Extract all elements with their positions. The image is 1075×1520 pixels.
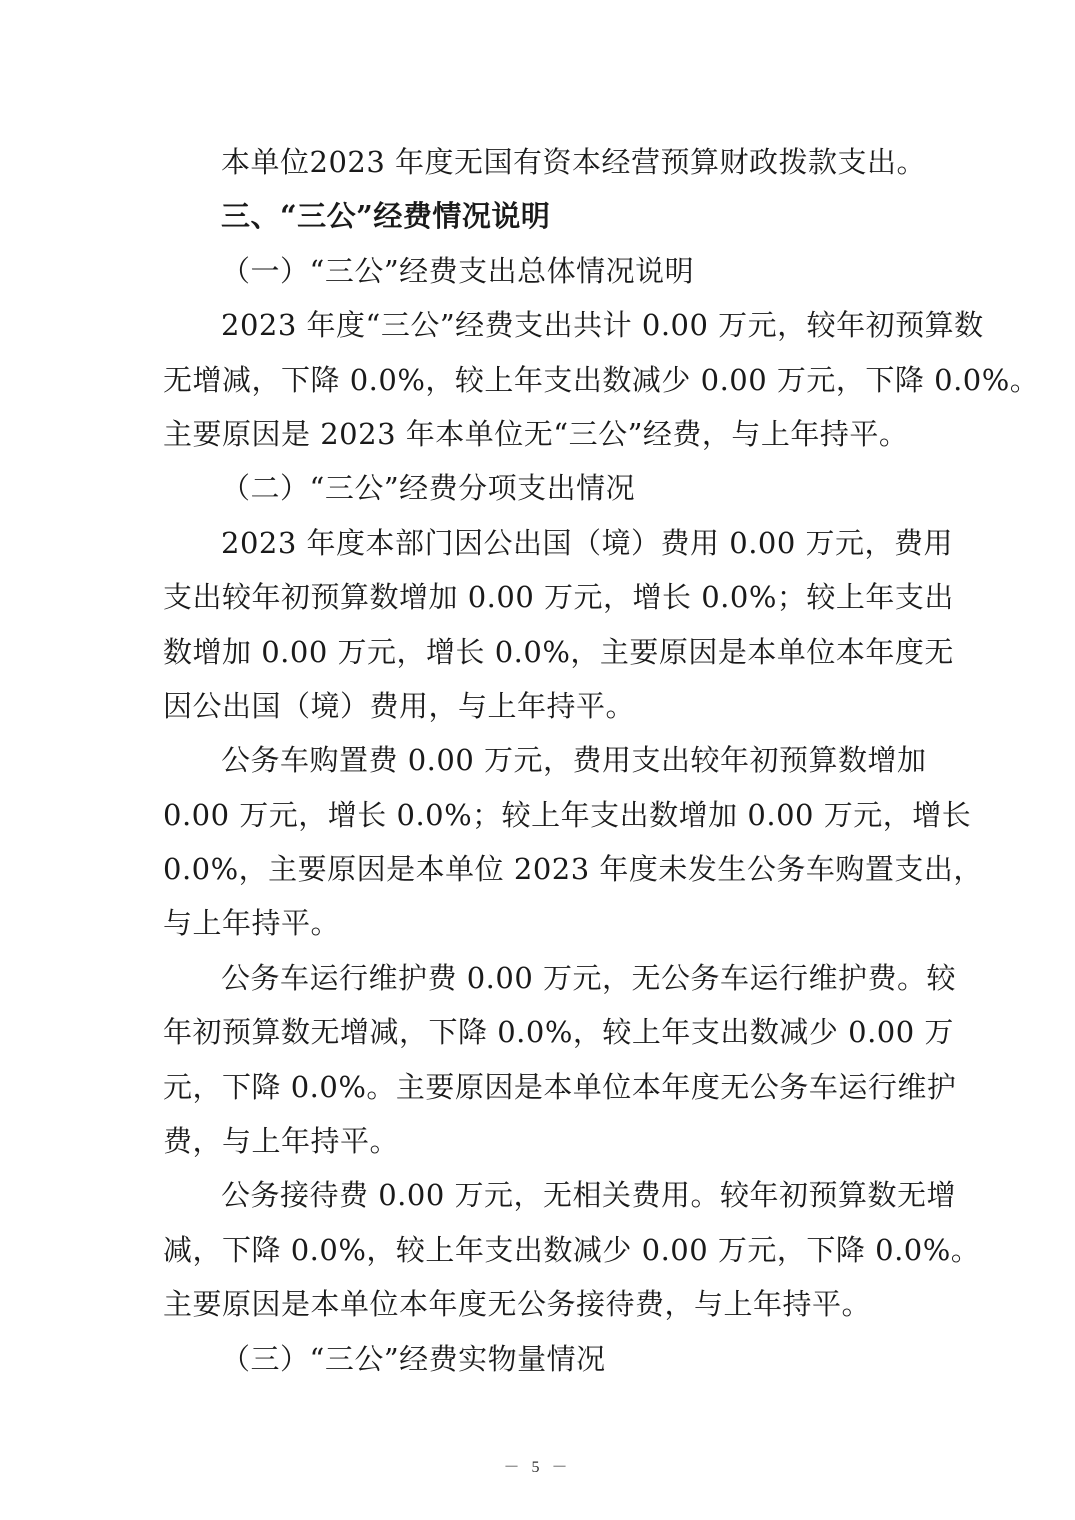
paragraph-line: 数增加 0.00 万元，增长 0.0%，主要原因是本单位本年度无 bbox=[163, 634, 954, 669]
paragraph-line: 公务车购置费 0.00 万元，费用支出较年初预算数增加 bbox=[221, 743, 927, 778]
paragraph-line: 减，下降 0.0%，较上年支出数减少 0.00 万元，下降 0.0%。 bbox=[163, 1232, 981, 1267]
paragraph-line: 主要原因是本单位本年度无公务接待费，与上年持平。 bbox=[163, 1287, 872, 1322]
section-heading: 三、“三公”经费情况说明 bbox=[221, 199, 551, 234]
paragraph-line: 2023 年度“三公”经费支出共计 0.00 万元，较年初预算数 bbox=[221, 308, 984, 343]
document-body bbox=[163, 135, 1040, 1386]
paragraph-line: 2023 年度本部门因公出国（境）费用 0.00 万元，费用 bbox=[221, 525, 954, 560]
paragraph-line: 0.00 万元，增长 0.0%；较上年支出数增加 0.00 万元，增长 bbox=[163, 797, 972, 832]
paragraph-line: 与上年持平。 bbox=[163, 906, 341, 941]
subsection-heading: （一）“三公”经费支出总体情况说明 bbox=[221, 253, 695, 288]
paragraph-line: 公务车运行维护费 0.00 万元，无公务车运行维护费。较 bbox=[221, 960, 957, 995]
paragraph-line: 0.0%，主要原因是本单位 2023 年度未发生公务车购置支出， bbox=[163, 852, 983, 887]
paragraph-line: 因公出国（境）费用，与上年持平。 bbox=[163, 688, 636, 723]
paragraph-line: 年初预算数无增减，下降 0.0%，较上年支出数减少 0.00 万 bbox=[163, 1015, 954, 1050]
paragraph-line: 本单位2023 年度无国有资本经营预算财政拨款支出。 bbox=[221, 145, 927, 179]
paragraph-line: 元，下降 0.0%。主要原因是本单位本年度无公务车运行维护 bbox=[163, 1069, 957, 1104]
subsection-heading: （二）“三公”经费分项支出情况 bbox=[221, 471, 636, 506]
subsection-heading: （三）“三公”经费实物量情况 bbox=[221, 1341, 606, 1376]
paragraph-line: 支出较年初预算数增加 0.00 万元，增长 0.0%；较上年支出 bbox=[163, 580, 954, 615]
paragraph-line: 无增减，下降 0.0%，较上年支出数减少 0.00 万元，下降 0.0%。 bbox=[163, 362, 1040, 397]
paragraph-line: 费，与上年持平。 bbox=[163, 1124, 400, 1159]
paragraph-line: 主要原因是 2023 年本单位无“三公”经费，与上年持平。 bbox=[163, 416, 909, 451]
paragraph-line: 公务接待费 0.00 万元，无相关费用。较年初预算数无增 bbox=[221, 1178, 957, 1213]
page-number: － 5 － bbox=[503, 1459, 572, 1476]
